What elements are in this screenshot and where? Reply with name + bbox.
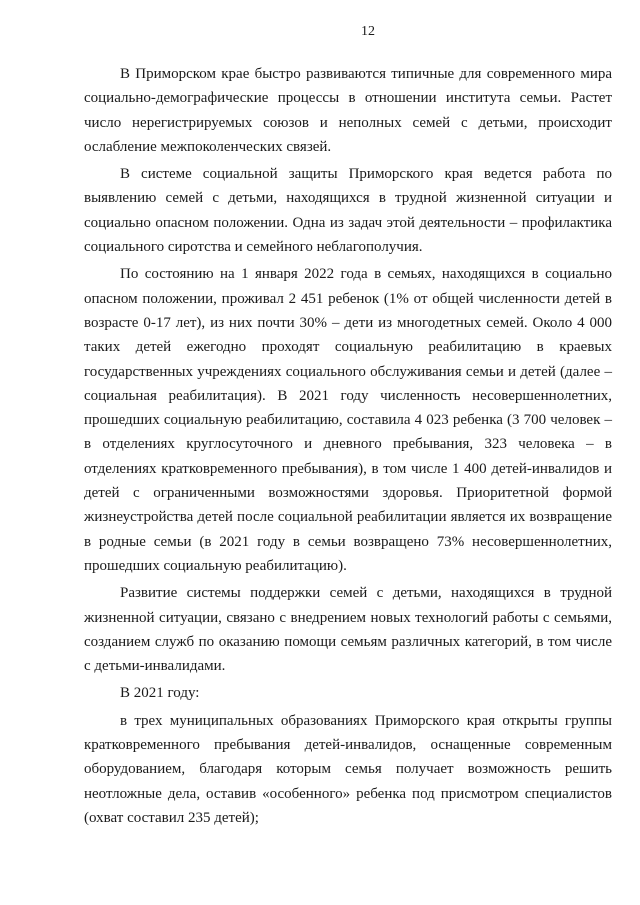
paragraph-year-2021-heading: В 2021 году: (120, 685, 200, 702)
paragraph-short-stay-groups: в трех муниципальных образованиях Приморского края открыты группы кратковременного пребывания детей-инвалидов, оснащенные современным оборудованием, благодаря которым семья получает возможность решить неотложные дела, оставив «особенного» ребенка под присмотром специалистов (охват составил 235 детей); (84, 712, 612, 826)
paragraph-social-processes: В Приморском крае быстро развиваются типичные для современного мира социально-демографические процессы в отношении института семьи. Растет число нерегистрируемых союзов и неполных семей с детьми, происходит ослабление межпоколенческих связей. (84, 66, 612, 155)
paragraph-support-system: Развитие системы поддержки семей с детьми, находящихся в трудной жизненной ситуации, связано с внедрением новых технологий работы с семьями, созданием служб по оказанию помощи семьям различных категорий, в том числе с детьми-инвалидами. (84, 585, 612, 675)
page-number: 12 (361, 24, 375, 39)
paragraph-social-protection: В системе социальной защиты Приморского края ведется работа по выявлению семей с детьми, находящихся в трудной жизненной ситуации и социально опасном положении. Одна из задач этой деятельности – профилактика социального сиротства и семейного неблагополучия. (84, 166, 612, 256)
paragraph-statistics-2022: По состоянию на 1 января 2022 года в семьях, находящихся в социально опасном положении, проживал 2 451 ребенок (1% от общей численности детей в возрасте 0-17 лет), из них почти 30% – дети из многодетных семей. Около 4 000 таких детей ежегодно проходят социальную реабилитацию в краевых государственных учреждениях социального обслуживания семьи и детей (далее – социальная реабилитация). В 2021 году численность несовершеннолетних, прошедших социальную реабилитацию, составила 4 023 ребенка (3 700 человек – в отделениях круглосуточного и дневного пребывания, 323 человека – в отделениях кратковременного пребывания), в том числе 1 400 детей-инвалидов и детей с ограниченными возможностями здоровья. Приоритетной формой жизнеустройства детей после социальной реабилитации является их возвращение в родные семьи (в 2021 году в семьи возвращено 73% несовершеннолетних, прошедших социальную реабилитацию). (84, 266, 612, 574)
